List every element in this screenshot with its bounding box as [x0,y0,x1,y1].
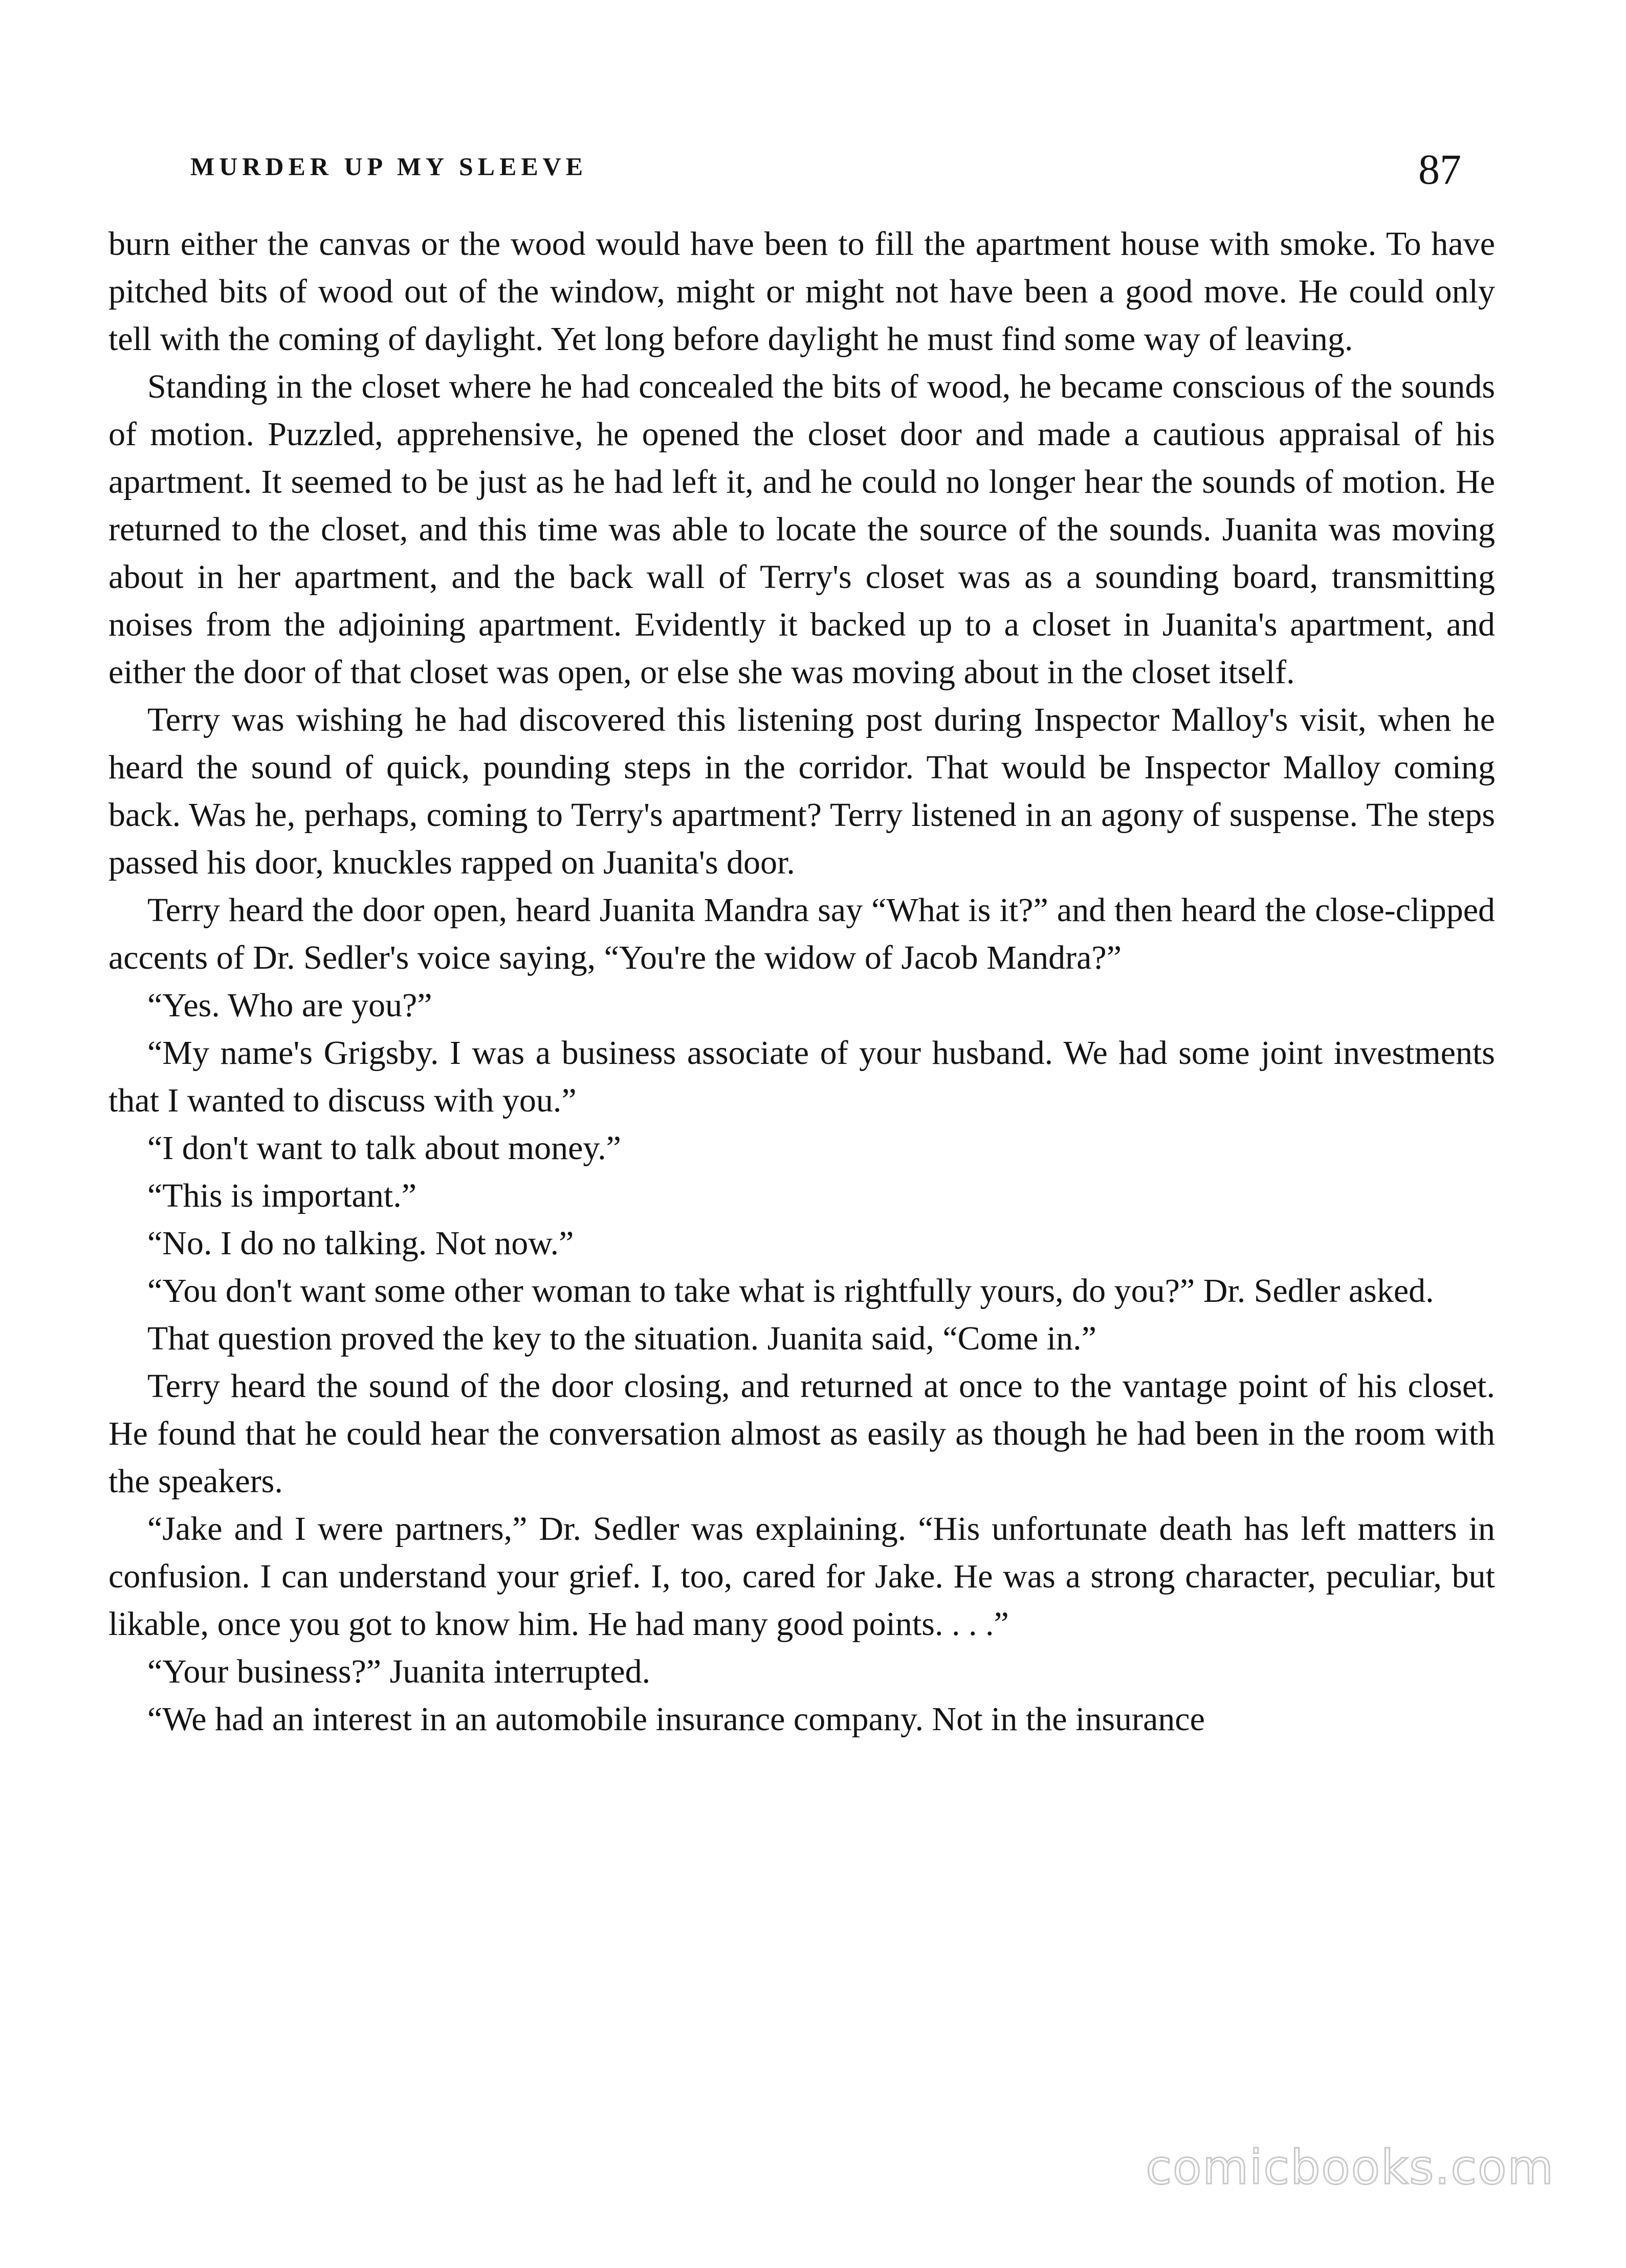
paragraph: “Yes. Who are you?” [147,987,432,1024]
paragraph: “I don't want to talk about money.” [147,1129,621,1167]
paragraph: “No. I do no talking. Not now.” [147,1225,574,1262]
watermark-logo: comicbooks.com [1146,2140,1554,2195]
paragraph: “Jake and I were partners,” Dr. Sedler was explaining. “His unfortunate death has left matters in confusion. I can understand your grief. I, too, cared for Jake. He was a strong character, peculiar, but likable, once you got to know him. He had many good points. . . .” [108,1510,1495,1643]
paragraph: Terry heard the door open, heard Juanita Mandra say “What is it?” and then heard the close-clipped accents of Dr. Sedler's voice saying, “You're the widow of Jacob Mandra?” [108,891,1495,976]
page-number: 87 [1418,146,1461,193]
running-title: MURDER UP MY SLEEVE [190,152,588,181]
paragraph: “This is important.” [147,1177,417,1214]
paragraph: “Your business?” Juanita interrupted. [147,1653,651,1690]
paragraph: That question proved the key to the situation. Juanita said, “Come in.” [147,1320,1096,1357]
paragraph: Standing in the closet where he had concealed the bits of wood, he became conscious of the sounds of motion. Puzzled, apprehensive, he opened the closet door and made a cautious appraisal of his apartment. It seemed to be just as he had left it, and he could no longer hear the sounds of motion. He returned to the closet, and this time was able to locate the source of the sounds. Juanita was moving about in her apartment, and the back wall of Terry's closet was as a sounding board, transmitting noises from the adjoining apartment. Evidently it backed up to a closet in Juanita's apartment, and either the door of that closet was open, or else she was moving about in the closet itself. [108,368,1495,691]
paragraph: Terry was wishing he had discovered this listening post during Inspector Malloy's visit, when he heard the sound of quick, pounding steps in the corridor. That would be Inspector Malloy coming back. Was he, perhaps, coming to Terry's apartment? Terry listened in an agony of suspense. The steps passed his door, knuckles rapped on Juanita's door. [108,701,1495,881]
body-text [108,220,1495,1743]
paragraph: “My name's Grigsby. I was a business associate of your husband. We had some joint investments that I wanted to discuss with you.” [108,1034,1495,1119]
paragraph: “You don't want some other woman to take what is rightfully yours, do you?” Dr. Sedler asked. [147,1272,1434,1310]
paragraph: Terry heard the sound of the door closing, and returned at once to the vantage point of his closet. He found that he could hear the conversation almost as easily as though he had been in the room with the speakers. [108,1367,1495,1500]
paragraph: “We had an interest in an automobile insurance company. Not in the insurance [147,1700,1205,1738]
paragraph: burn either the canvas or the wood would have been to fill the apartment house with smoke. To have pitched bits of wood out of the window, might or might not have been a good move. He could only tell with the coming of daylight. Yet long before daylight he must find some way of leaving. [108,225,1495,358]
